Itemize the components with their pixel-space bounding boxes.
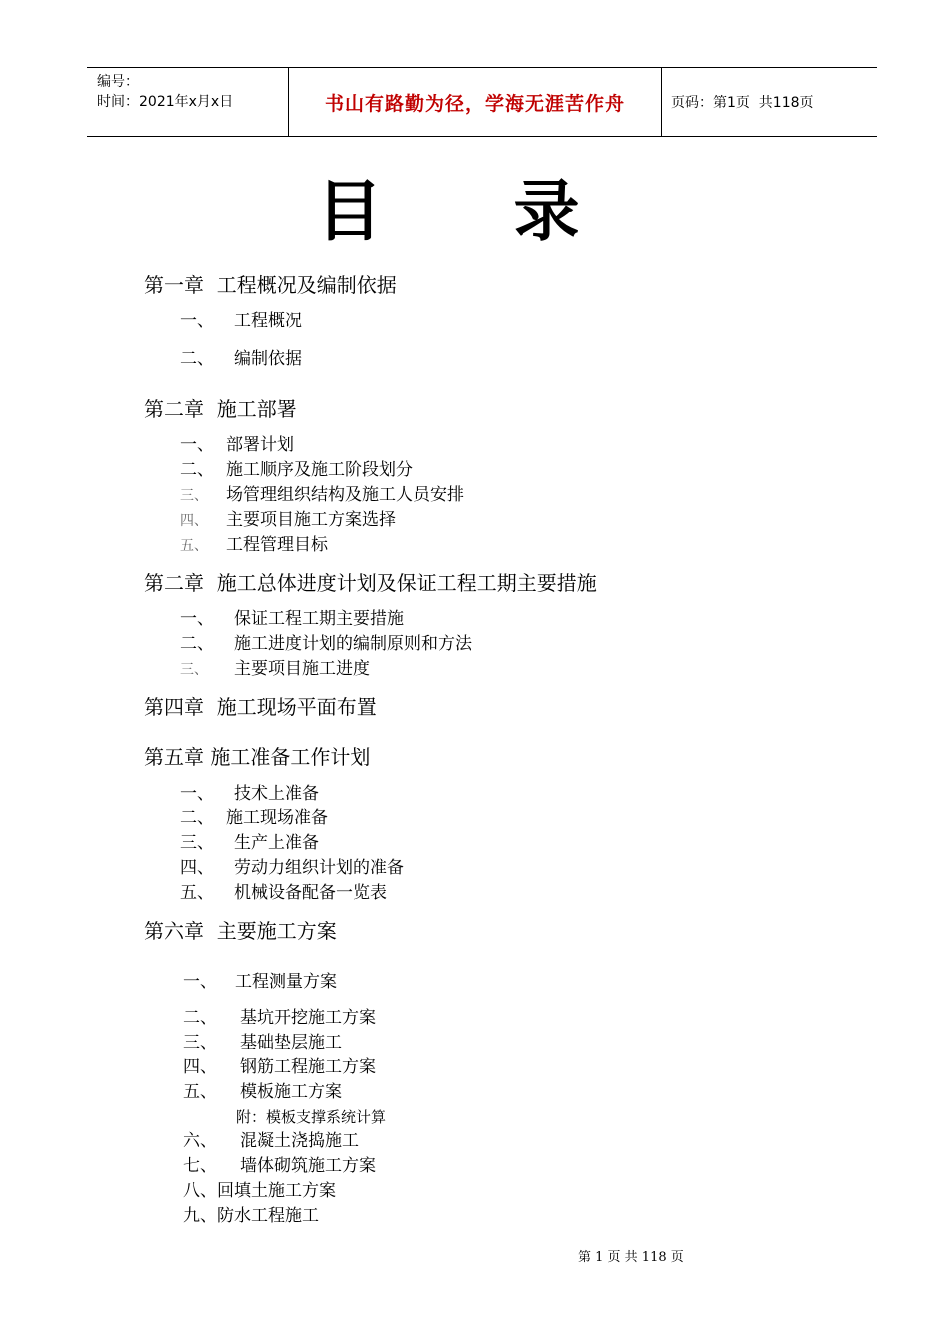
toc-item — [180, 348, 302, 370]
toc-item — [180, 310, 302, 332]
header-motto: 书山有路勤为径，学海无涯苦作舟 — [324, 92, 625, 115]
toc-item-number: 九、 — [183, 1206, 217, 1226]
toc-item-number: 三、 — [183, 1033, 217, 1053]
toc-item-number: 四、 — [180, 858, 214, 878]
toc-item-number: 一、 — [180, 435, 214, 455]
toc-item-text: 基坑开挖施工方案 — [240, 1008, 376, 1028]
toc-item-number: 三、 — [180, 488, 208, 504]
header-time-label: 时间：2021年x月x日 — [97, 94, 234, 110]
toc-item — [180, 509, 396, 532]
toc-appendix-item — [236, 1107, 386, 1127]
toc-item-text: 主要项目施工进度 — [234, 659, 370, 679]
toc-item — [180, 658, 370, 681]
toc-item-text: 保证工程工期主要措施 — [234, 609, 404, 629]
toc-item-text: 工程管理目标 — [226, 535, 328, 555]
toc-item-number: 一、 — [180, 609, 214, 629]
toc-item — [180, 832, 319, 854]
toc-item-number: 四、 — [180, 513, 208, 529]
header-page-info: 页码：第1页 共118页 — [671, 95, 814, 111]
toc-item-number: 一、 — [180, 784, 214, 804]
toc-item — [183, 1032, 342, 1054]
toc-item — [180, 608, 404, 630]
toc-item-number: 五、 — [180, 883, 214, 903]
toc-item — [183, 1056, 376, 1078]
toc-item-number: 二、 — [183, 1008, 217, 1028]
toc-item — [180, 783, 319, 805]
toc-item-number: 五、 — [183, 1082, 217, 1102]
toc-item — [180, 534, 328, 557]
toc-item — [183, 1155, 376, 1177]
toc-item-number: 四、 — [183, 1057, 217, 1077]
toc-item-number: 七、 — [183, 1156, 217, 1176]
toc-item-text: 模板施工方案 — [240, 1082, 342, 1102]
toc-item — [183, 1180, 336, 1202]
toc-item-number: 附： — [236, 1108, 267, 1126]
toc-item — [183, 971, 337, 993]
header-divider — [661, 68, 662, 136]
toc-item — [180, 882, 387, 904]
toc-item-text: 施工进度计划的编制原则和方法 — [234, 634, 472, 654]
toc-item-text: 工程概况 — [234, 311, 302, 331]
toc-item — [180, 459, 413, 481]
toc-item-number: 五、 — [180, 538, 208, 554]
toc-item — [183, 1205, 319, 1227]
toc-item-number: 三、 — [180, 662, 208, 678]
toc-item-number: 二、 — [180, 460, 214, 480]
toc-item-number: 八、 — [183, 1181, 217, 1201]
toc-item-text: 钢筋工程施工方案 — [240, 1057, 376, 1077]
toc-item-text: 技术上准备 — [234, 784, 319, 804]
toc-item-text: 机械设备配备一览表 — [234, 883, 387, 903]
toc-item-text: 劳动力组织计划的准备 — [234, 858, 404, 878]
toc-item-number: 六、 — [183, 1131, 217, 1151]
toc-item-text: 工程测量方案 — [235, 972, 337, 992]
header-number-label: 编号： — [97, 74, 139, 90]
toc-item-text: 基础垫层施工 — [240, 1033, 342, 1053]
toc-item-number: 一、 — [180, 311, 214, 331]
toc-item — [180, 484, 464, 507]
toc-item-text: 编制依据 — [234, 349, 302, 369]
toc-item-number: 二、 — [180, 808, 214, 828]
chapter-heading: 第五章 施工准备工作计划 — [144, 745, 371, 769]
toc-item-text: 施工顺序及施工阶段划分 — [226, 460, 413, 480]
page-footer: 第 1 页 共 118 页 — [578, 1250, 684, 1265]
toc-item — [183, 1007, 376, 1029]
toc-item — [180, 857, 404, 879]
toc-item-text: 部署计划 — [226, 435, 294, 455]
toc-item — [183, 1081, 342, 1103]
chapter-heading: 第四章 施工现场平面布置 — [144, 695, 377, 719]
toc-item-text: 墙体砌筑施工方案 — [240, 1156, 376, 1176]
page-header — [87, 67, 877, 137]
toc-item-number: 一、 — [183, 972, 217, 992]
toc-item-text: 模板支撑系统计算 — [266, 1108, 387, 1126]
toc-item-text: 回填土施工方案 — [217, 1181, 336, 1201]
toc-item-text: 防水工程施工 — [217, 1206, 319, 1226]
chapter-heading: 第二章 施工部署 — [144, 397, 297, 421]
toc-item-text: 混凝土浇捣施工 — [240, 1131, 359, 1151]
toc-item-text: 生产上准备 — [234, 833, 319, 853]
chapter-heading: 第一章 工程概况及编制依据 — [144, 273, 397, 297]
chapter-heading: 第二章 施工总体进度计划及保证工程工期主要措施 — [144, 571, 597, 595]
toc-item-number: 二、 — [180, 349, 214, 369]
toc-item-text: 施工现场准备 — [226, 808, 328, 828]
toc-item — [183, 1130, 359, 1152]
toc-item-number: 二、 — [180, 634, 214, 654]
toc-item-number: 三、 — [180, 833, 214, 853]
page-title: 目 录 — [316, 173, 634, 250]
toc-item — [180, 434, 294, 456]
toc-item — [180, 807, 328, 829]
toc-item-text: 主要项目施工方案选择 — [226, 510, 396, 530]
chapter-heading: 第六章 主要施工方案 — [144, 919, 337, 943]
toc-item — [180, 633, 472, 655]
toc-item-text: 场管理组织结构及施工人员安排 — [226, 485, 464, 505]
header-meta — [97, 72, 233, 112]
